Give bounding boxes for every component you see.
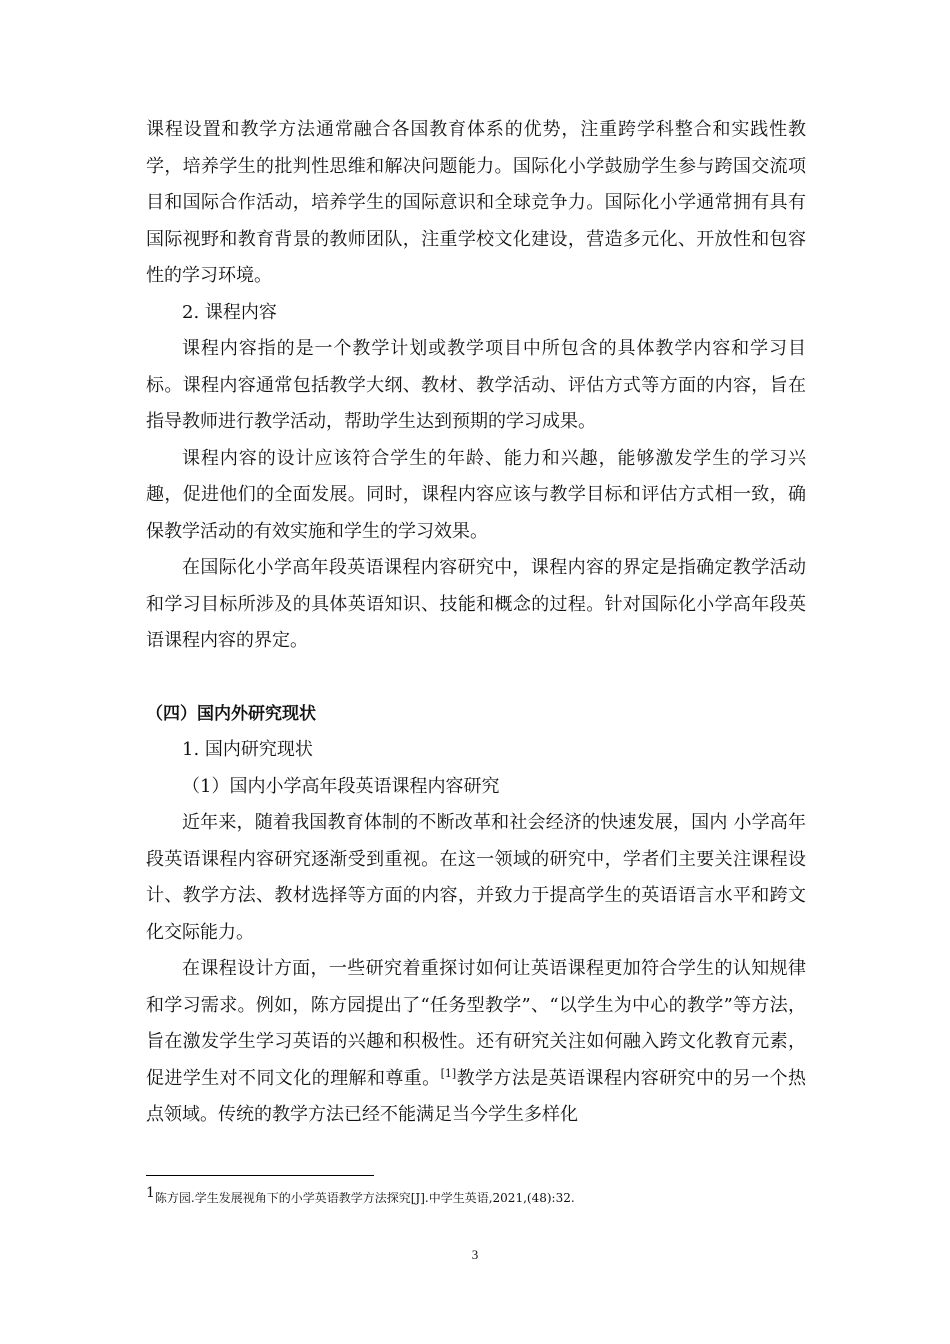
subheading-course-content: 2. 课程内容 (182, 301, 277, 323)
paragraph: 在国际化小学高年段英语课程内容研究中，课程内容的界定是指确定教学活动和学习目标所涉及的具体英语知识、技能和概念的过程。针对国际化小学高年段英语课程内容的界定。 (146, 557, 806, 651)
paragraph: 课程内容的设计应该符合学生的年龄、能力和兴趣，能够激发学生的学习兴趣，促进他们的全面发展。同时，课程内容应该与教学目标和评估方式相一致，确保教学活动的有效实施和学生的学习效果。 (146, 447, 806, 542)
footnote-mark: 1 (146, 1185, 155, 1201)
body-text (146, 112, 806, 1134)
footnote-separator (146, 1175, 374, 1176)
paragraph (146, 951, 806, 1134)
paragraph-text: 在课程设计方面，一些研究着重探讨如何让英语课程更加符合学生的认知规律和学习需求。例如，陈方园提出了“任务型教学”、“以学生为中心的教学”等方法，旨在激发学生学习英语的兴趣和积极性。还有研究关注如何融入跨文化教育元素，促进学生对不同文化的理解和尊重。 (146, 958, 806, 1089)
footnote-text: 陈方园.学生发展视角下的小学英语教学方法探究[J].中学生英语,2021,(48):32. (154, 1191, 575, 1205)
section-heading: （四）国内外研究现状 (146, 703, 316, 724)
subsubheading: （1）国内小学高年段英语课程内容研究 (182, 775, 500, 797)
paragraph: 近年来，随着我国教育体制的不断改革和社会经济的快速发展，国内 小学高年段英语课程内容研究逐渐受到重视。在这一领域的研究中，学者们主要关注课程设计、教学方法、教材选择等方面的内容，并致力于提高学生的英语语言水平和跨文化交际能力。 (146, 812, 806, 943)
section-gap (146, 660, 806, 696)
citation-ref[interactable]: [1] (440, 1066, 457, 1080)
paragraph: 课程内容指的是一个教学计划或教学项目中所包含的具体教学内容和学习目标。课程内容通常包括教学大纲、教材、教学活动、评估方式等方面的内容，旨在指导教师进行教学活动，帮助学生达到预期的学习成果。 (146, 338, 806, 432)
paragraph-text: 教学方法是英语课程内容研究中的另一个热点领域。传统的教学方法已经不能满足当今学生多样化 (146, 1067, 807, 1125)
footnote (146, 1185, 575, 1206)
page-number: 3 (471, 1247, 479, 1262)
subheading-domestic-research: 1. 国内研究现状 (182, 739, 313, 760)
paragraph: 课程设置和教学方法通常融合各国教育体系的优势，注重跨学科整合和实践性教学，培养学生的批判性思维和解决问题能力。国际化小学鼓励学生参与跨国交流项目和国际合作活动，培养学生的国际意识和全球竞争力。国际化小学通常拥有具有国际视野和教育背景的教师团队，注重学校文化建设，营造多元化、开放性和包容性的学习环境。 (146, 119, 806, 286)
